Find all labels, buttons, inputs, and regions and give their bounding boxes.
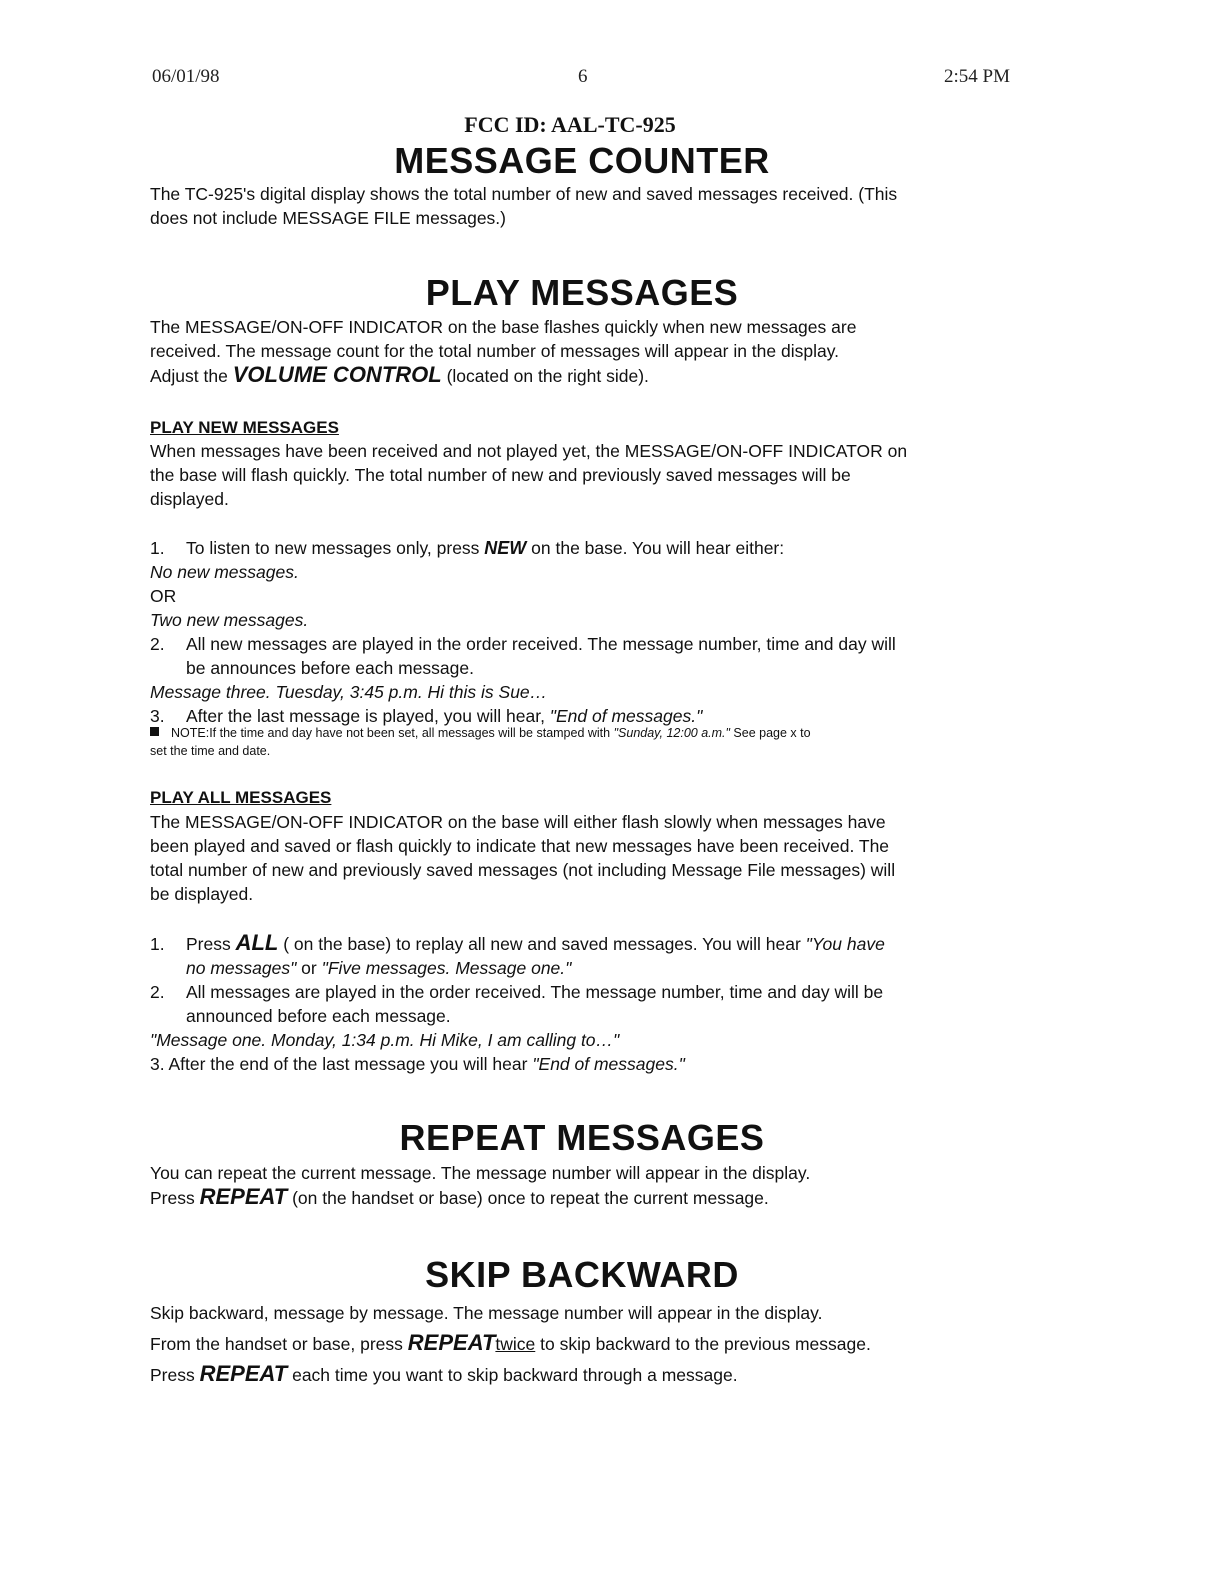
body-line: From the handset or base, press REPEATtwice to skip backward to the previous message. xyxy=(150,1330,871,1355)
body-line: Press REPEAT each time you want to skip backward through a message. xyxy=(150,1361,738,1386)
fcc-id: FCC ID: AAL-TC-925 xyxy=(464,112,676,137)
play-new-steps xyxy=(150,536,1030,728)
heading-skip-backward: SKIP BACKWARD xyxy=(425,1254,739,1295)
example-line: "Message one. Monday, 1:34 p.m. Hi Mike, I am calling to…" xyxy=(150,1030,620,1050)
message-counter-body xyxy=(150,182,1030,230)
twice-underlined: twice xyxy=(495,1334,536,1354)
example-line: No new messages. xyxy=(150,562,299,582)
repeat-body xyxy=(150,1161,1030,1210)
body-line: Skip backward, message by message. The message number will appear in the display. xyxy=(150,1303,823,1323)
body-line: does not include MESSAGE FILE messages.) xyxy=(150,208,506,228)
body-line: The MESSAGE/ON-OFF INDICATOR on the base will either flash slowly when messages have xyxy=(150,812,886,832)
body-line: When messages have been received and not played yet, the MESSAGE/ON-OFF INDICATOR on xyxy=(150,441,908,461)
play-messages-body xyxy=(150,315,1030,388)
list-item: 1. To listen to new messages only, press NEW on the base. You will hear either: xyxy=(150,538,785,558)
body-line: be displayed. xyxy=(150,884,254,904)
body-line: Press REPEAT (on the handset or base) once to repeat the current message. xyxy=(150,1184,769,1209)
all-key-label: ALL xyxy=(235,930,279,955)
heading-message-counter: MESSAGE COUNTER xyxy=(394,140,770,181)
header-time: 2:54 PM xyxy=(944,66,1010,87)
body-line: The TC-925's digital display shows the total number of new and saved messages received. (This xyxy=(150,184,898,204)
header-date: 06/01/98 xyxy=(152,66,220,87)
body-line: Adjust the VOLUME CONTROL (located on the right side). xyxy=(150,362,649,387)
body-line: total number of new and previously saved messages (not including Message File messages) will xyxy=(150,860,896,880)
list-item: 2. All new messages are played in the order received. The message number, time and day will xyxy=(150,634,896,654)
body-line: the base will flash quickly. The total number of new and previously saved messages will be xyxy=(150,465,851,485)
heading-play-all-messages: PLAY ALL MESSAGES xyxy=(150,788,332,807)
body-line: The MESSAGE/ON-OFF INDICATOR on the base flashes quickly when new messages are xyxy=(150,317,857,337)
heading-repeat-messages: REPEAT MESSAGES xyxy=(399,1117,765,1158)
body-line: displayed. xyxy=(150,489,229,509)
play-all-body xyxy=(150,810,1030,906)
new-key-label: NEW xyxy=(484,538,527,558)
volume-control-label: VOLUME CONTROL xyxy=(232,362,442,387)
note: NOTE:If the time and day have not been set, all messages will be stamped with "Sunday, 12:00 a.m." See page x to set the time and date. xyxy=(150,726,811,758)
list-item-continued: be announces before each message. xyxy=(186,658,474,678)
repeat-key-label: REPEAT xyxy=(199,1184,288,1209)
list-item: 2. All messages are played in the order received. The message number, time and day will be xyxy=(150,982,884,1002)
bullet-icon xyxy=(150,727,159,736)
header-page-number: 6 xyxy=(578,66,588,87)
play-new-body xyxy=(150,439,1030,511)
body-line: been played and saved or flash quickly to indicate that new messages have been received. The xyxy=(150,836,890,856)
repeat-key-label: REPEAT xyxy=(407,1330,496,1355)
list-item: 3. After the end of the last message you will hear "End of messages." xyxy=(150,1054,685,1074)
repeat-key-label: REPEAT xyxy=(199,1361,288,1386)
or-line: OR xyxy=(150,586,177,606)
body-line: You can repeat the current message. The message number will appear in the display. xyxy=(150,1163,811,1183)
example-line: Two new messages. xyxy=(150,610,309,630)
heading-play-messages: PLAY MESSAGES xyxy=(425,272,739,313)
skip-body xyxy=(150,1299,1030,1390)
list-item: 3. After the last message is played, you will hear, "End of messages." xyxy=(150,706,703,726)
heading-play-new-messages: PLAY NEW MESSAGES xyxy=(150,418,339,437)
list-item-continued: no messages" or "Five messages. Message one." xyxy=(186,958,572,978)
list-item: 1. Press ALL ( on the base) to replay all new and saved messages. You will hear "You have xyxy=(150,930,885,955)
list-item-continued: announced before each message. xyxy=(186,1006,451,1026)
body-line: received. The message count for the total number of messages will appear in the display. xyxy=(150,341,840,361)
example-line: Message three. Tuesday, 3:45 p.m. Hi this is Sue… xyxy=(150,682,548,702)
play-all-steps xyxy=(150,931,1030,1076)
